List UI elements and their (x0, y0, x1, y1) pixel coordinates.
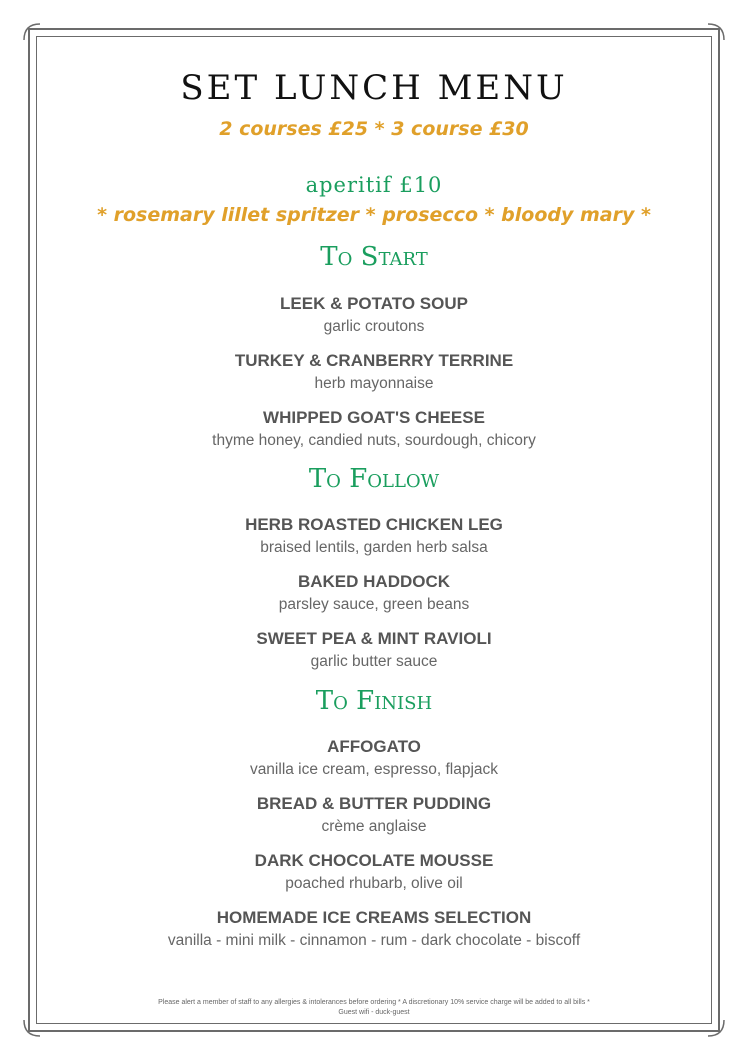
menu-title: SET LUNCH MENU (180, 68, 568, 108)
aperitif-heading: aperitif £10 (305, 173, 443, 197)
menu-item-name: DARK CHOCOLATE MOUSSE (254, 851, 494, 870)
menu-item-name: HOMEMADE ICE CREAMS SELECTION (216, 908, 532, 927)
menu-content (36, 36, 712, 1024)
menu-item-name: AFFOGATO (327, 737, 421, 756)
menu-pricing: 2 courses £25 * 3 course £30 (219, 118, 529, 140)
menu-item-name: LEEK & POTATO SOUP (280, 294, 468, 313)
menu-item-name: WHIPPED GOAT'S CHEESE (263, 408, 485, 427)
section-heading-finish: To Finish (315, 686, 433, 716)
menu-item-desc: vanilla - mini milk - cinnamon - rum - dark chocolate - biscoff (167, 932, 581, 949)
section-heading-follow: To Follow (308, 464, 440, 494)
menu-item-desc: braised lentils, garden herb salsa (260, 539, 488, 556)
section-heading-start: To Start (320, 242, 428, 272)
menu-item-desc: parsley sauce, green beans (278, 596, 470, 613)
menu-item-name: HERB ROASTED CHICKEN LEG (245, 515, 503, 534)
menu-item-name: SWEET PEA & MINT RAVIOLI (256, 629, 492, 648)
menu-item-desc: thyme honey, candied nuts, sourdough, chicory (212, 432, 536, 449)
footer-allergy-note: Please alert a member of staff to any allergies & intolerances before ordering * A discretionary 10% service charge will be added to all bills * (158, 999, 590, 1006)
footer-wifi-note: Guest wifi - duck-guest (338, 1009, 410, 1016)
menu-item-desc: vanilla ice cream, espresso, flapjack (249, 761, 499, 778)
menu-item-desc: crème anglaise (321, 818, 427, 835)
aperitif-list: * rosemary lillet spritzer * prosecco * bloody mary * (97, 204, 651, 226)
menu-item-desc: garlic croutons (323, 318, 425, 335)
menu-item-name: BAKED HADDOCK (297, 572, 451, 591)
menu-item-name: BREAD & BUTTER PUDDING (256, 794, 492, 813)
menu-item-desc: herb mayonnaise (314, 375, 434, 392)
menu-item-desc: garlic butter sauce (310, 653, 438, 670)
menu-item-desc: poached rhubarb, olive oil (285, 875, 463, 892)
menu-item-name: TURKEY & CRANBERRY TERRINE (234, 351, 514, 370)
